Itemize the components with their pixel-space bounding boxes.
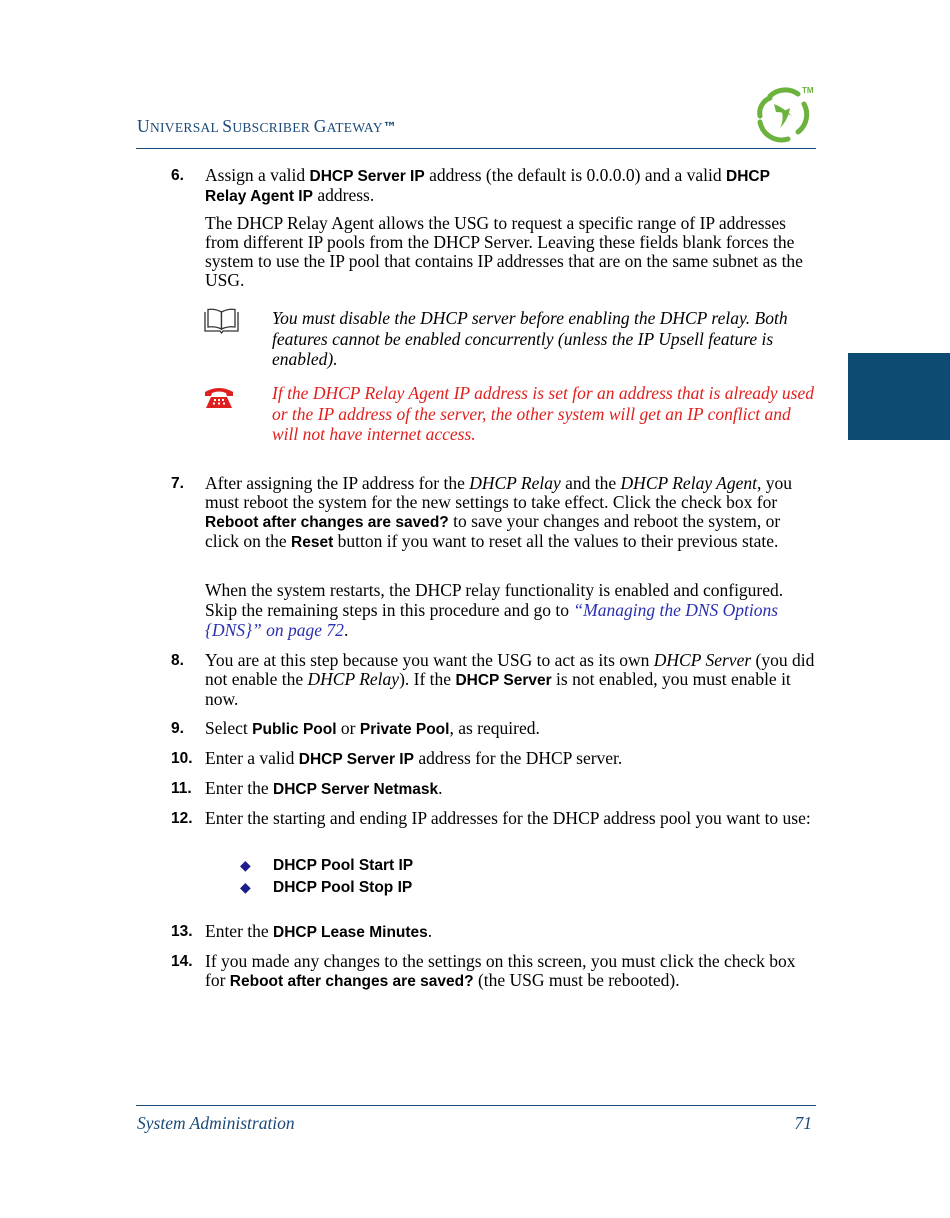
chapter-side-tab: [848, 353, 950, 440]
step-7: 7. After assigning the IP address for the DHCP Relay and the DHCP Relay Agent, you must reboot the system for the new settings to take effect. Click the check box for Reboot after changes are saved? to save your changes and reboot the system, or click on the Reset button if you want to reset all the values to their previous state.: [171, 473, 792, 551]
footer-divider: [136, 1105, 816, 1106]
page-number: 71: [794, 1113, 812, 1133]
step-6-description: The DHCP Relay Agent allows the USG to request a specific range of IP addresses from different IP pools from the DHCP Server. Leaving these fields blank forces the system to use the IP pool that contains IP addresses that are on the same subnet as the USG.: [205, 213, 803, 290]
step-number: 7.: [171, 475, 184, 492]
company-logo: [748, 82, 818, 148]
step-13: 13. Enter the DHCP Lease Minutes.: [171, 921, 433, 941]
step-number: 9.: [171, 720, 184, 737]
step-6: 6. Assign a valid DHCP Server IP address (the default is 0.0.0.0) and a valid DHCP Relay Agent IP address.: [171, 165, 770, 205]
step-14: 14. If you made any changes to the settings on this screen, you must click the check box for Reboot after changes are saved? (the USG must be rebooted).: [171, 951, 796, 990]
dns-options-link[interactable]: “Managing the DNS Options {DNS}” on page 72: [205, 600, 779, 640]
step-7-followup: When the system restarts, the DHCP relay functionality is enabled and configured. Skip the remaining steps in this procedure and go to “Managing the DNS Options {DNS}” on page 72.: [205, 580, 784, 640]
warning-text: If the DHCP Relay Agent IP address is set for an address that is already used or the IP address of the server, the other system will get an IP conflict and will not have internet access.: [272, 383, 814, 444]
step-number: 13.: [171, 923, 193, 940]
telephone-icon: [203, 386, 235, 410]
bullet-diamond-icon: ◆: [240, 880, 251, 896]
step-11: 11. Enter the DHCP Server Netmask.: [171, 778, 443, 798]
note-text: You must disable the DHCP server before enabling the DHCP relay. Both features cannot be enabled concurrently (unless the IP Upsell feature is enabled).: [272, 308, 788, 369]
footer-section-title: System Administration: [137, 1113, 295, 1133]
trademark-symbol: ™: [382, 120, 398, 136]
step-number: 6.: [171, 167, 184, 184]
step-10: 10. Enter a valid DHCP Server IP address for the DHCP server.: [171, 748, 623, 768]
logo-trademark: TM: [802, 86, 814, 95]
bullet-diamond-icon: ◆: [240, 858, 251, 874]
step-number: 12.: [171, 810, 193, 827]
header-divider: [136, 148, 816, 149]
step-12: 12. Enter the starting and ending IP addresses for the DHCP address pool you want to use:: [171, 808, 811, 828]
book-icon: [203, 308, 240, 334]
step-number: 10.: [171, 750, 193, 767]
step-number: 14.: [171, 953, 193, 970]
step-number: 11.: [171, 780, 192, 797]
page-header-title: UNIVERSAL SUBSCRIBER GATEWAY™: [137, 116, 398, 136]
step-number: 8.: [171, 652, 184, 669]
step-8: 8. You are at this step because you want the USG to act as its own DHCP Server (you did not enable the DHCP Relay). If the DHCP Server is not enabled, you must enable it now.: [171, 650, 815, 709]
step-9: 9. Select Public Pool or Private Pool, as required.: [171, 718, 540, 738]
